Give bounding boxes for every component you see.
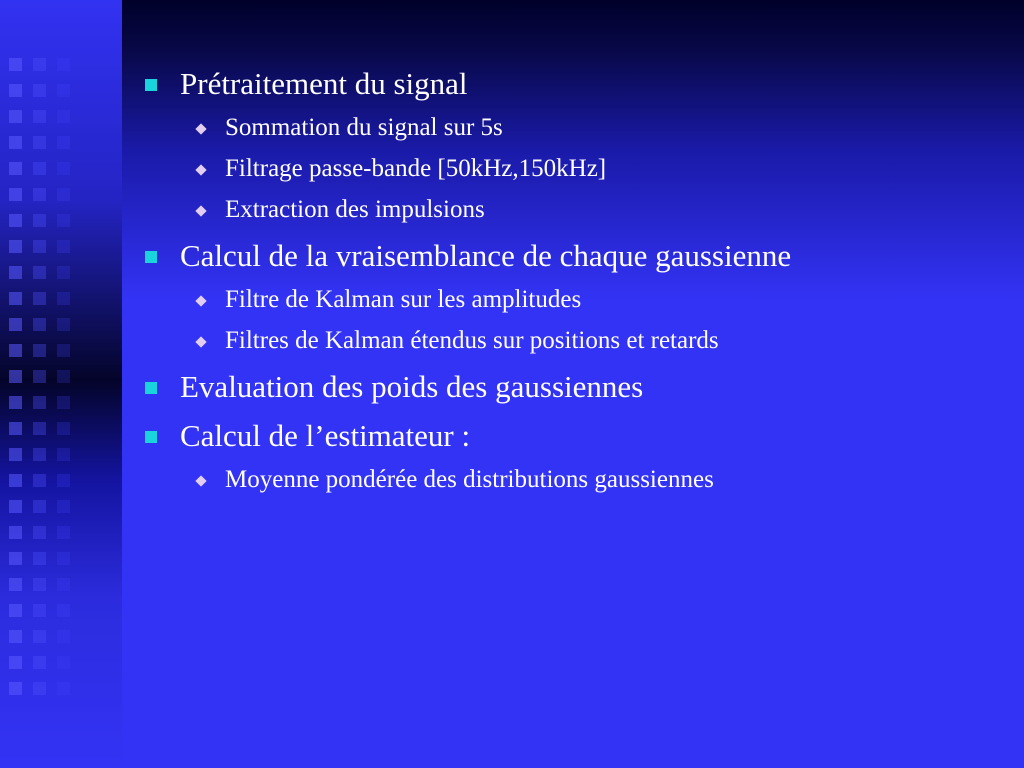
decorative-square-column (57, 58, 71, 708)
sub-bullet-text: Filtres de Kalman étendus sur positions et retards (225, 327, 719, 354)
sub-bullet-item (140, 111, 1010, 152)
diamond-bullet-icon (195, 123, 206, 134)
square-bullet-icon (145, 79, 157, 91)
bullet-text: Calcul de la vraisemblance de chaque gaussienne (180, 238, 792, 273)
square-bullet-icon (145, 382, 157, 394)
bullet-text: Calcul de l’estimateur : (180, 418, 471, 453)
bullet-item (140, 365, 1010, 414)
diamond-bullet-icon (195, 475, 206, 486)
sub-bullet-item (140, 463, 1010, 504)
sub-bullet-item (140, 283, 1010, 324)
diamond-bullet-icon (195, 164, 206, 175)
decorative-square-column (33, 58, 47, 708)
sub-bullet-item (140, 152, 1010, 193)
sub-bullet-item (140, 324, 1010, 365)
sub-bullet-text: Extraction des impulsions (225, 196, 485, 223)
diamond-bullet-icon (195, 205, 206, 216)
bullet-text: Prétraitement du signal (180, 66, 468, 101)
sub-bullet-text: Moyenne pondérée des distributions gaussiennes (225, 466, 714, 493)
sub-bullet-text: Filtrage passe-bande [50kHz,150kHz] (225, 155, 607, 182)
left-decorative-band (0, 0, 122, 768)
diamond-bullet-icon (195, 336, 206, 347)
square-bullet-icon (145, 251, 157, 263)
decorative-square-column (9, 58, 23, 708)
slide-bullet-list (140, 62, 1010, 504)
diamond-bullet-icon (195, 295, 206, 306)
bullet-item (140, 234, 1010, 283)
bullet-item (140, 62, 1010, 111)
sub-bullet-item (140, 193, 1010, 234)
bullet-text: Evaluation des poids des gaussiennes (180, 369, 644, 404)
sub-bullet-text: Filtre de Kalman sur les amplitudes (225, 286, 582, 313)
bullet-item (140, 414, 1010, 463)
square-bullet-icon (145, 431, 157, 443)
sub-bullet-text: Sommation du signal sur 5s (225, 114, 503, 141)
